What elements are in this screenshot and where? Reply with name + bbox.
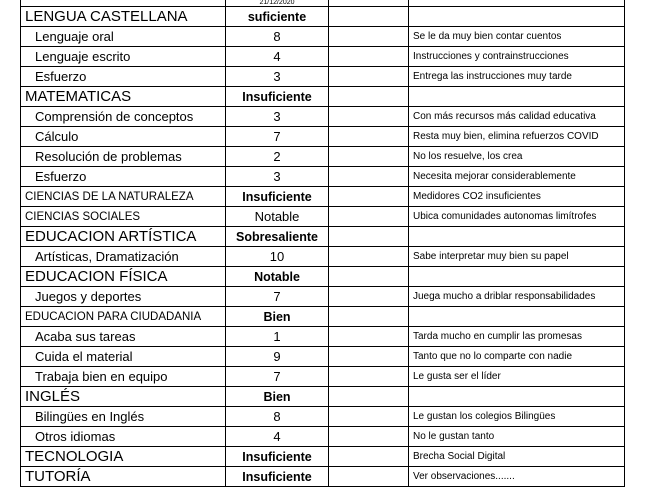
observation: Le gusta ser el líder	[409, 367, 625, 387]
subject-grade: Sobresaliente	[226, 227, 329, 247]
empty-cell	[329, 287, 409, 307]
criterion-score: 3	[226, 107, 329, 127]
criterion-score: 1	[226, 327, 329, 347]
empty-cell	[329, 147, 409, 167]
table-row	[21, 447, 625, 467]
subject-name: TECNOLOGIA	[21, 447, 226, 467]
empty-cell	[329, 67, 409, 87]
table-row	[21, 267, 625, 287]
empty-cell	[329, 27, 409, 47]
observation	[409, 7, 625, 27]
criterion-score: 7	[226, 287, 329, 307]
subject-name: CIENCIAS DE LA NATURALEZA	[21, 187, 226, 207]
empty-cell	[329, 247, 409, 267]
subject-grade: Insuficiente	[226, 187, 329, 207]
empty-cell	[329, 207, 409, 227]
table-row	[21, 427, 625, 447]
empty-cell	[329, 267, 409, 287]
empty-cell	[329, 107, 409, 127]
empty-cell	[329, 167, 409, 187]
criterion-name: Resolución de problemas	[21, 147, 226, 167]
subject-name: EDUCACION ARTÍSTICA	[21, 227, 226, 247]
observation: Juega mucho a driblar responsabilidades	[409, 287, 625, 307]
criterion-score: 3	[226, 167, 329, 187]
table-row	[21, 107, 625, 127]
subject-name: MATEMATICAS	[21, 87, 226, 107]
subject-name: INGLÉS	[21, 387, 226, 407]
subject-grade: Insuficiente	[226, 467, 329, 487]
criterion-name: Cuida el material	[21, 347, 226, 367]
criterion-score: 8	[226, 407, 329, 427]
observation: Necesita mejorar considerablemente	[409, 167, 625, 187]
criterion-name: Cálculo	[21, 127, 226, 147]
empty-cell	[329, 387, 409, 407]
table-row	[21, 227, 625, 247]
empty-cell	[329, 467, 409, 487]
observation: Entrega las instrucciones muy tarde	[409, 67, 625, 87]
table-row	[21, 27, 625, 47]
table-row	[21, 407, 625, 427]
subject-name: EDUCACION FÍSICA	[21, 267, 226, 287]
criterion-name: Bilingües en Inglés	[21, 407, 226, 427]
table-row	[21, 327, 625, 347]
empty-cell	[329, 7, 409, 27]
empty-cell	[329, 447, 409, 467]
observation: Sabe interpretar muy bien su papel	[409, 247, 625, 267]
table-row	[21, 387, 625, 407]
table-row	[21, 47, 625, 67]
empty-cell	[329, 47, 409, 67]
observation: Tarda mucho en cumplir las promesas	[409, 327, 625, 347]
subject-grade: Insuficiente	[226, 87, 329, 107]
observation: Instrucciones y contrainstrucciones	[409, 47, 625, 67]
table-row	[21, 127, 625, 147]
header-date: 21/12/2020	[226, 0, 329, 7]
observation	[409, 87, 625, 107]
observation: Tanto que no lo comparte con nadie	[409, 347, 625, 367]
observation: Le gustan los colegios Bilingües	[409, 407, 625, 427]
table-row	[21, 307, 625, 327]
table-row	[21, 67, 625, 87]
observation: No le gustan tanto	[409, 427, 625, 447]
criterion-name: Comprensión de conceptos	[21, 107, 226, 127]
empty-cell	[329, 327, 409, 347]
observation: Ubica comunidades autonomas limítrofes	[409, 207, 625, 227]
observation: No los resuelve, los crea	[409, 147, 625, 167]
grades-table	[20, 0, 625, 487]
observation	[409, 267, 625, 287]
criterion-score: 7	[226, 367, 329, 387]
criterion-name: Lenguaje escrito	[21, 47, 226, 67]
criterion-name: Esfuerzo	[21, 67, 226, 87]
empty-cell	[329, 347, 409, 367]
criterion-name: Juegos y deportes	[21, 287, 226, 307]
observation: Medidores CO2 insuficientes	[409, 187, 625, 207]
criterion-name: Esfuerzo	[21, 167, 226, 187]
observation: Resta muy bien, elimina refuerzos COVID	[409, 127, 625, 147]
subject-name: TUTORÍA	[21, 467, 226, 487]
table-row	[21, 207, 625, 227]
criterion-name: Lenguaje oral	[21, 27, 226, 47]
table-row	[21, 7, 625, 27]
criterion-name: Artísticas, Dramatización	[21, 247, 226, 267]
criterion-score: 4	[226, 47, 329, 67]
table-row	[21, 347, 625, 367]
empty-cell	[329, 367, 409, 387]
observation: Brecha Social Digital	[409, 447, 625, 467]
criterion-score: 7	[226, 127, 329, 147]
table-row	[21, 147, 625, 167]
criterion-score: 8	[226, 27, 329, 47]
table-row	[21, 287, 625, 307]
subject-name: CIENCIAS SOCIALES	[21, 207, 226, 227]
observation: Ver observaciones.......	[409, 467, 625, 487]
grades-table-body	[21, 0, 625, 487]
subject-grade: Bien	[226, 387, 329, 407]
table-row	[21, 247, 625, 267]
subject-name: EDUCACION PARA CIUDADANIA	[21, 307, 226, 327]
subject-grade: Bien	[226, 307, 329, 327]
subject-grade: Insuficiente	[226, 447, 329, 467]
criterion-name: Otros idiomas	[21, 427, 226, 447]
criterion-score: 3	[226, 67, 329, 87]
observation	[409, 227, 625, 247]
empty-cell	[329, 87, 409, 107]
empty-cell	[329, 407, 409, 427]
table-row	[21, 87, 625, 107]
criterion-name: Acaba sus tareas	[21, 327, 226, 347]
table-row	[21, 367, 625, 387]
subject-grade: Notable	[226, 267, 329, 287]
observation: Se le da muy bien contar cuentos	[409, 27, 625, 47]
empty-cell	[329, 127, 409, 147]
table-row	[21, 467, 625, 487]
criterion-score: 2	[226, 147, 329, 167]
observation	[409, 387, 625, 407]
table-row	[21, 187, 625, 207]
empty-cell	[329, 227, 409, 247]
criterion-name: Trabaja bien en equipo	[21, 367, 226, 387]
observation	[409, 307, 625, 327]
subject-name: LENGUA CASTELLANA	[21, 7, 226, 27]
criterion-score: 9	[226, 347, 329, 367]
criterion-score: 10	[226, 247, 329, 267]
observation: Con más recursos más calidad educativa	[409, 107, 625, 127]
subject-grade: suficiente	[226, 7, 329, 27]
criterion-score: Notable	[226, 207, 329, 227]
empty-cell	[329, 187, 409, 207]
empty-cell	[329, 427, 409, 447]
table-row	[21, 167, 625, 187]
empty-cell	[329, 307, 409, 327]
criterion-score: 4	[226, 427, 329, 447]
